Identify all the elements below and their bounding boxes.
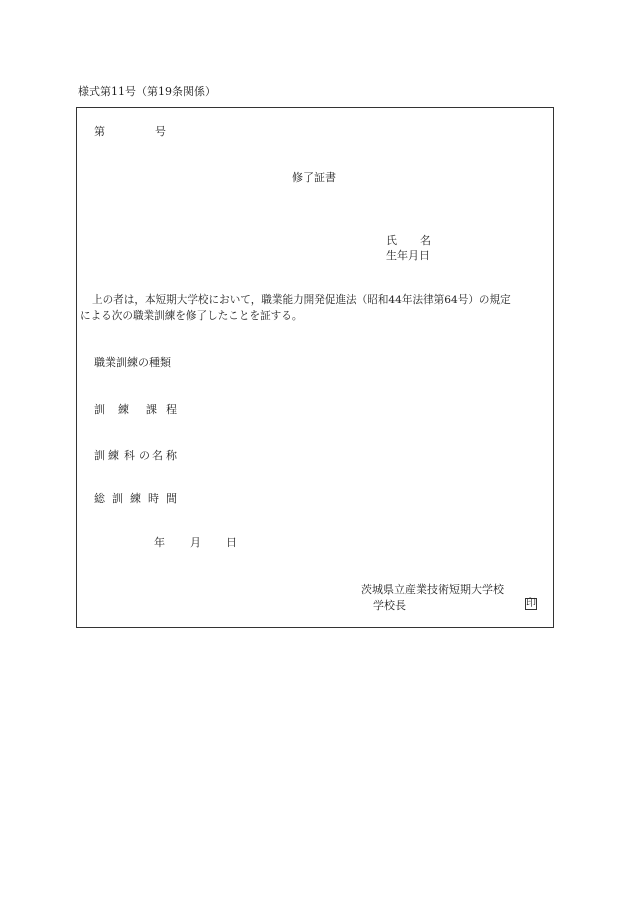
form-number-heading: 様式第11号（第19条関係） [78,85,216,98]
course-label-char-4: 程 [166,403,177,416]
subject-label-char-3: 科 [124,449,135,462]
hours-label-char-1: 総 [94,492,105,505]
hours-label-char-3: 練 [130,492,141,505]
name-label-second: 名 [420,234,431,247]
name-label-first: 氏 [386,234,397,247]
subject-label-char-1: 訓 [94,449,105,462]
hours-label-char-5: 間 [166,492,177,505]
subject-label-char-2: 練 [108,449,119,462]
training-type-label: 職業訓練の種類 [94,356,171,369]
course-label-char-2: 練 [118,403,129,416]
birthdate-label: 生年月日 [386,249,430,262]
issuer-name: 茨城県立産業技術短期大学校 [361,583,504,596]
seal-mark: 印 [526,598,536,609]
hours-label-char-2: 訓 [112,492,123,505]
course-label-char-3: 課 [146,403,157,416]
hours-label-char-4: 時 [148,492,159,505]
date-month-label: 月 [190,536,201,549]
subject-label-char-6: 称 [166,449,177,462]
certificate-title: 修了証書 [292,171,336,184]
date-year-label: 年 [154,536,165,549]
subject-label-char-5: 名 [152,449,163,462]
principal-title: 学校長 [373,599,406,612]
certificate-body-line-2: による次の職業訓練を修了したことを証する。 [80,310,303,322]
certificate-number-suffix: 号 [155,125,166,138]
course-label-char-1: 訓 [94,403,105,416]
certificate-number-prefix: 第 [94,125,105,138]
date-day-label: 日 [226,536,237,549]
certificate-body-line-1: 上の者は，本短期大学校において，職業能力開発促進法（昭和44年法律第64号）の規定 [92,294,511,306]
subject-label-char-4: の [139,449,150,462]
